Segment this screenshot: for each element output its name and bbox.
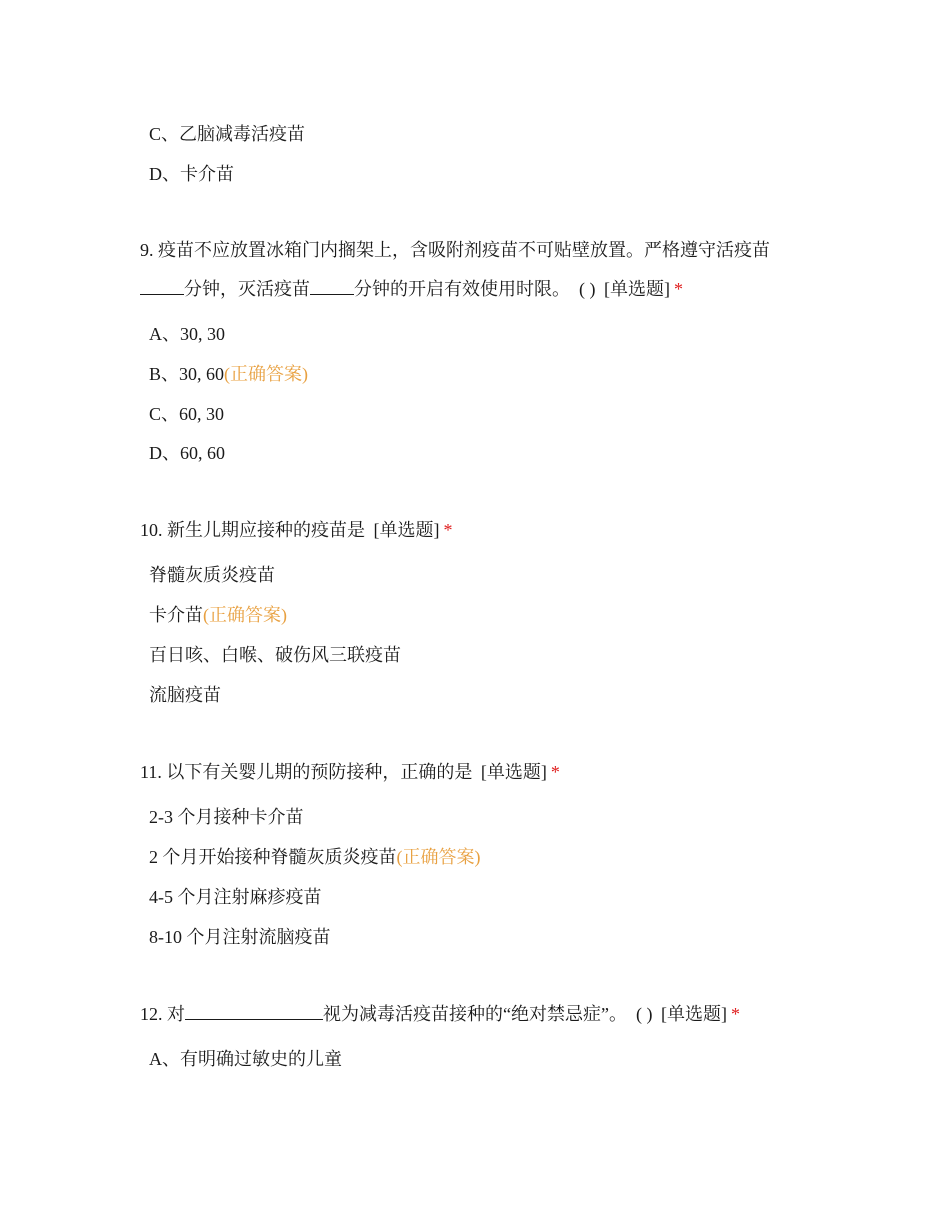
option-label: C、乙脑减毒活疫苗 [149,124,306,144]
required-mark: * [550,762,560,782]
option-label: A、有明确过敏史的儿童 [149,1049,342,1069]
option-label: D、60, 60 [149,443,225,463]
question-text: 疫苗不应放置冰箱门内搁架上，含吸附剂疫苗不可贴壁放置。严格遵守活疫苗 [158,240,770,260]
q10-option-1 [149,563,275,587]
q9-option-a [149,322,225,346]
q9-option-d [149,441,225,465]
question-text: 对 [167,1004,185,1024]
question-number: 10. [140,520,163,540]
q11-option-4 [149,925,331,949]
q12-title [140,1001,740,1026]
q11-option-3 [149,885,322,909]
correct-answer-tag: (正确答案) [203,605,287,625]
question-text: 分钟的开启有效使用时限。 ( ) [354,279,596,299]
question-type: [单选题] [480,762,547,782]
correct-answer-tag: (正确答案) [224,364,309,384]
q10-option-3 [149,643,401,667]
question-text: 新生儿期应接种的疫苗是 [167,520,365,540]
option-label: 百日咳、白喉、破伤风三联疫苗 [149,645,401,665]
option-label: 4-5 个月注射麻疹疫苗 [149,887,322,907]
question-type: [单选题] [373,520,440,540]
question-type: [单选题] [660,1004,727,1024]
option-label: 2-3 个月接种卡介苗 [149,807,304,827]
q11-option-2 [149,845,481,869]
question-number: 12. [140,1004,163,1024]
question-text: 视为减毒活疫苗接种的“绝对禁忌症”。 ( ) [323,1004,653,1024]
option-label: 卡介苗 [149,605,203,625]
option-label: 2 个月开始接种脊髓灰质炎疫苗 [149,847,397,867]
option-label: A、30, 30 [149,324,225,344]
q10-title [140,518,453,542]
question-number: 11. [140,762,162,782]
q9-title-line2 [140,276,683,301]
q11-option-1 [149,805,304,829]
fill-blank [140,276,184,295]
required-mark: * [443,520,453,540]
option-label: C、60, 30 [149,404,225,424]
fill-blank [185,1001,323,1020]
option-label: D、卡介苗 [149,164,234,184]
question-text: 分钟，灭活疫苗 [184,279,310,299]
option-label: B、30, 60 [149,364,225,384]
q9-option-b [149,362,308,386]
question-text: 以下有关婴儿期的预防接种，正确的是 [166,762,473,782]
question-number: 9. [140,240,154,260]
q10-option-4 [149,683,221,707]
required-mark: * [674,279,683,299]
q9-title-line1 [140,238,770,262]
option-label: 脊髓灰质炎疫苗 [149,565,275,585]
required-mark: * [730,1004,740,1024]
fill-blank [310,276,354,295]
q10-option-2 [149,603,287,627]
q12-option-a [149,1047,342,1071]
q8-option-d [149,162,234,186]
option-label: 8-10 个月注射流脑疫苗 [149,927,331,947]
q9-option-c [149,402,224,426]
question-type: [单选题] [604,279,670,299]
correct-answer-tag: (正确答案) [396,847,481,867]
option-label: 流脑疫苗 [149,685,221,705]
q11-title [140,760,560,784]
q8-option-c [149,122,305,146]
